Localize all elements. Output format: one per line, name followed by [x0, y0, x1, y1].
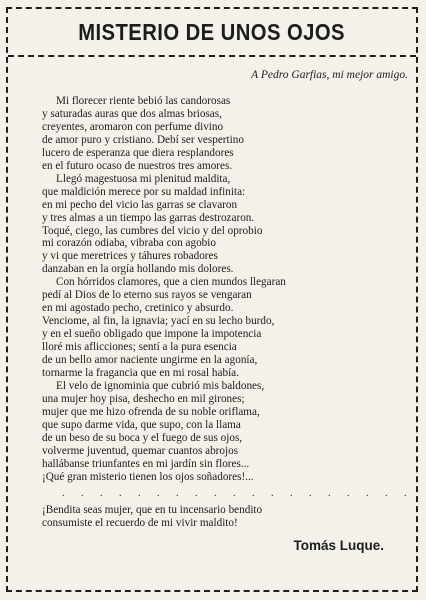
poem-line: danzaban en la orgía hollando mis dolores. [42, 263, 234, 276]
poem-line: pedí al Dios de lo eterno sus rayos se vengaran [42, 289, 252, 302]
poem-line: Toqué, ciego, las cumbres del vicio y del oprobio [42, 224, 263, 237]
poem-line: y saturadas auras que dos almas briosas, [42, 107, 222, 120]
poem-line: Llegó magestuosa mi plenitud maldita, [56, 172, 231, 185]
poem-line: hallábanse triunfantes en mi jardín sin flores... [42, 457, 250, 470]
poem-line: El velo de ignominia que cubrió mis baldones, [56, 379, 265, 392]
closing-line: ¡Bendita seas mujer, que en tu incensario bendito [42, 504, 263, 516]
poem-line: Venciome, al fin, la ignavia; yací en su lecho burdo, [42, 315, 275, 328]
poem-line: tornarme la fragancia que en mi rosal había. [42, 367, 239, 380]
dedication: A Pedro Garfias, mi mejor amigo. [251, 69, 408, 81]
closing-line: consumiste el recuerdo de mi vivir maldito! [42, 517, 238, 529]
author-signature: Tomás Luque. [293, 538, 384, 553]
section-separator: . . . . . . . . . . . . . . . . . . . [62, 487, 414, 499]
poem-line: de un bello amor naciente ungirme en la agonía, [42, 354, 258, 367]
poem-line: que supo darme vida, que supo, con la llama [42, 418, 241, 431]
page-title: MISTERIO DE UNOS OJOS [78, 18, 346, 45]
title-band [8, 9, 416, 57]
poem-line: en mi agostado pecho, cretinico y absurdo. [42, 302, 234, 315]
poem-line: lloré mis aflicciones; sentí a la pura esencia [42, 341, 237, 354]
poem-line: una mujer hoy pisa, deshecho en mil girones; [42, 392, 245, 405]
poem-line: y tres almas a un tiempo las garras destrozaron. [42, 211, 255, 224]
poem-line: de amor puro y cristiano. Debí ser vespertino [42, 133, 244, 146]
closing-stanza [42, 504, 402, 530]
poem-line: que maldición merece por su maldad infinita: [42, 185, 246, 198]
poem-line: ¡Qué gran misterio tienen los ojos soñadores!... [42, 470, 254, 483]
poem-line: de un beso de su boca y el fuego de sus ojos, [42, 431, 243, 444]
poem-line: Mi florecer riente bebió las candorosas [56, 95, 231, 107]
poem-line: y en el sueño obligado que impone la impotencia [42, 328, 262, 341]
poem-line: en el futuro ocaso de nuestros tres amores. [42, 159, 233, 172]
poem-line: creyentes, aromaron con perfume divino [42, 120, 224, 133]
poem-line: Con hórridos clamores, que a cien mundos llegaran [56, 276, 286, 289]
poem-body [42, 95, 414, 500]
poem-line: en mi pecho del vicio las garras se clavaron [42, 198, 238, 211]
poem-line: mujer que me hizo ofrenda de su noble oriflama, [42, 405, 260, 418]
poem-line: mi corazón odiaba, vibraba con agobio [42, 237, 216, 250]
poem-line: y vi que meretrices y táhures robadores [42, 250, 218, 263]
poem-line: lucero de esperanza que diera resplandores [42, 146, 234, 159]
poem-line: volverme juventud, quemar cuantos abrojos [42, 444, 239, 457]
